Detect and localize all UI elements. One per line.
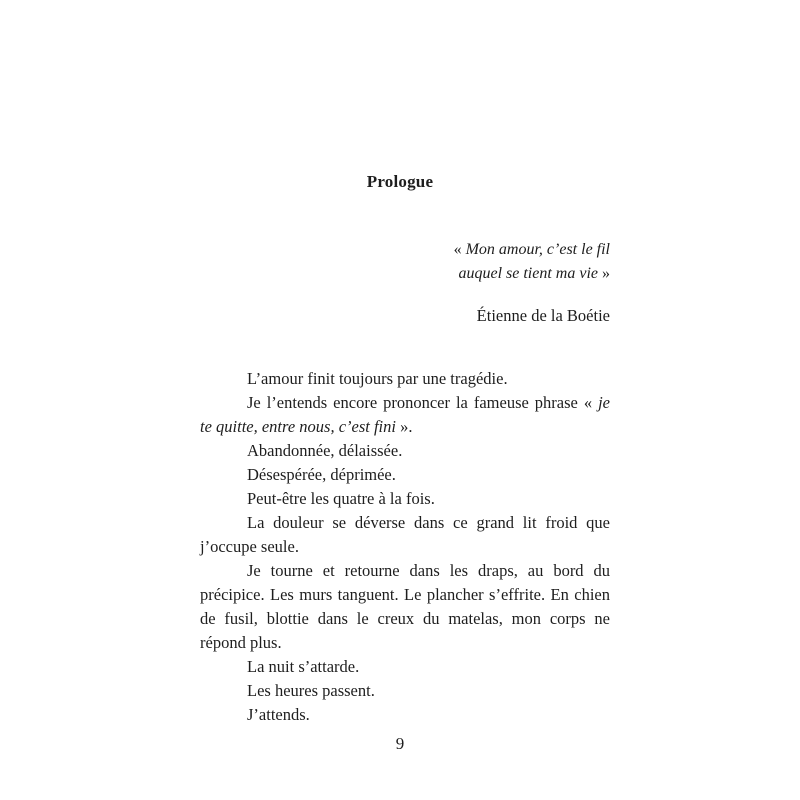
paragraph: [200, 391, 610, 439]
paragraph: L’amour finit toujours par une tragédie.: [247, 369, 508, 388]
quoted-phrase: je te quitte, entre nous, c’est fini: [200, 393, 610, 436]
paragraph: J’attends.: [247, 705, 310, 724]
page-number: 9: [395, 734, 405, 753]
epigraph-line-1: [380, 238, 610, 262]
epigraph: [380, 238, 610, 286]
paragraph: Les heures passent.: [247, 681, 375, 700]
body-text: [200, 367, 610, 727]
paragraph: La nuit s’attarde.: [247, 657, 360, 676]
epigraph-text-2: auquel se tient ma vie: [458, 265, 598, 282]
paragraph: Peut-être les quatre à la fois.: [247, 489, 435, 508]
epigraph-text-1: Mon amour, c’est le fil: [465, 241, 610, 258]
paragraph: Abandonnée, délaissée.: [247, 441, 403, 460]
paragraph: La douleur se déverse dans ce grand lit froid que j’occupe seule.: [200, 513, 610, 556]
epigraph-line-2: [380, 262, 610, 286]
paragraph: Désespérée, déprimée.: [247, 465, 396, 484]
paragraph-end: ».: [400, 417, 413, 436]
epigraph-close-quote: »: [598, 265, 610, 282]
epigraph-open-quote: «: [453, 241, 466, 258]
paragraph: Je tourne et retourne dans les draps, au bord du précipice. Les murs tanguent. Le plancher s’effrite. En chien de fusil, blottie dans le creux du matelas, mon corps ne répond plus.: [200, 561, 610, 652]
epigraph-author: Étienne de la Boétie: [476, 306, 610, 325]
paragraph-intro: Je l’entends encore prononcer la fameuse phrase «: [247, 393, 593, 412]
chapter-title: Prologue: [366, 172, 434, 191]
